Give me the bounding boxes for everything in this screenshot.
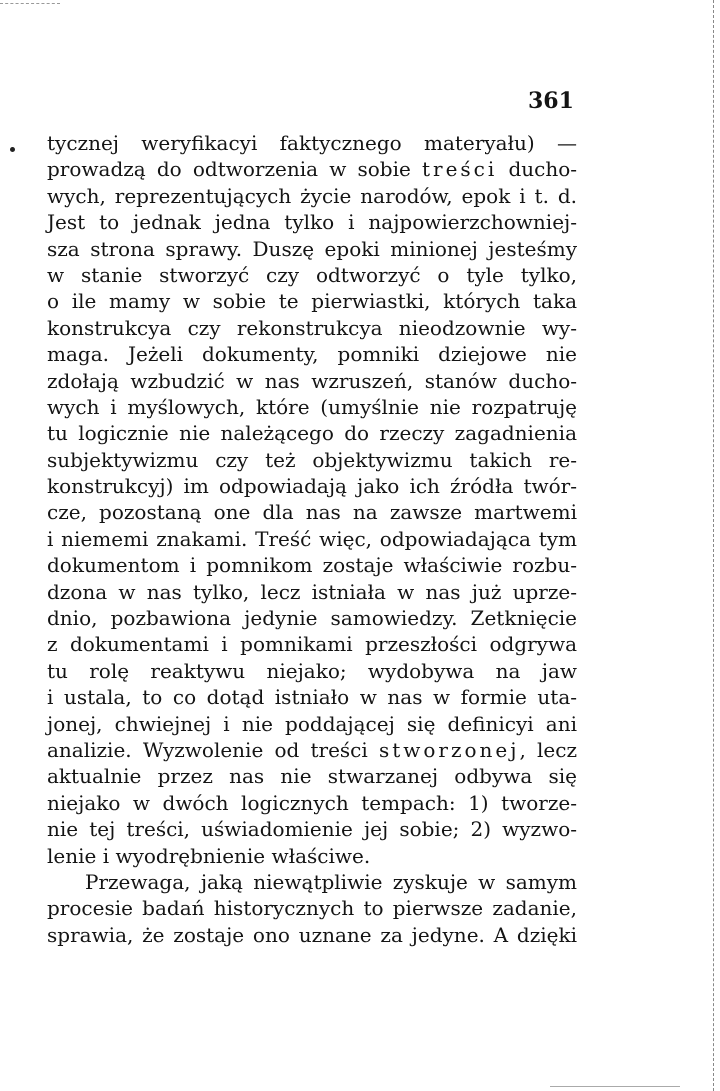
text-span: nie tej treści, uświadomienie jej sobie; 2) wyzwo- — [47, 817, 577, 842]
page-number: 361 — [528, 88, 574, 114]
text-line — [47, 790, 577, 816]
text-line — [47, 447, 577, 473]
text-span: prowadzą do odtworzenia w sobie — [47, 157, 422, 182]
text-line — [47, 658, 577, 684]
text-line — [47, 711, 577, 737]
text-span: z dokumentami i pomnikami przeszłości odgrywa — [47, 632, 577, 657]
text-line — [47, 552, 577, 578]
text-line — [47, 605, 577, 631]
text-span: tu logicznie nie należącego do rzeczy zagadnienia — [47, 421, 577, 446]
text-line — [47, 922, 577, 948]
text-span: procesie badań historycznych to pierwsze zadanie, — [47, 896, 577, 921]
text-span: Przewaga, jaką niewątpliwie zyskuje w samym — [85, 869, 577, 894]
text-line — [47, 183, 577, 209]
text-line — [47, 288, 577, 314]
text-span: dokumentom i pomnikom zostaje właściwie rozbu- — [47, 553, 577, 578]
text-line — [47, 315, 577, 341]
text-span: ducho- — [497, 157, 578, 182]
scan-artifact-edge — [711, 0, 714, 1091]
text-span: cze, pozostaną one dla nas na zawsze martwemi — [47, 500, 577, 525]
body-text — [47, 130, 577, 948]
text-span: , lecz — [519, 737, 577, 762]
text-span: wych i myślowych, które (umyślnie nie rozpatruję — [47, 394, 577, 419]
text-line — [47, 816, 577, 842]
text-span: sza strona sprawy. Duszę epoki minionej jesteśmy — [47, 236, 577, 261]
text-span: i ustala, to co dotąd istniało w nas w formie uta- — [47, 685, 577, 710]
spaced-emphasis: stworzonej — [378, 737, 520, 762]
text-span: lenie i wyodrębnienie właściwe. — [47, 843, 371, 868]
scan-artifact-bottom — [550, 1086, 680, 1087]
text-line — [47, 684, 577, 710]
text-line — [47, 394, 577, 420]
text-line — [47, 526, 577, 552]
text-span: o ile mamy w sobie te pierwiastki, których taka — [47, 289, 577, 314]
scan-artifact-top — [0, 3, 60, 4]
text-line — [47, 737, 577, 763]
text-span: aktualnie przez nas nie stwarzanej odbywa się — [47, 764, 577, 789]
text-span: maga. Jeżeli dokumenty, pomniki dziejowe nie — [47, 342, 577, 367]
text-line — [47, 341, 577, 367]
text-span: tu rolę reaktywu niejako; wydobywa na jaw — [47, 658, 577, 683]
text-line — [47, 843, 577, 869]
spaced-emphasis: treści — [421, 157, 498, 182]
margin-mark — [10, 147, 15, 152]
text-span: Jest to jednak jedna tylko i najpowierzchowniej- — [47, 210, 577, 235]
text-line — [47, 236, 577, 262]
text-span: wych, reprezentujących życie narodów, epok i t. d. — [47, 183, 577, 208]
text-span: i niememi znakami. Treść więc, odpowiadająca tym — [47, 526, 577, 551]
text-span: dnio, pozbawiona jedynie samowiedzy. Zetknięcie — [47, 606, 577, 631]
text-line — [47, 209, 577, 235]
text-span: dzona w nas tylko, lecz istniała w nas już uprze- — [47, 579, 577, 604]
text-line — [47, 579, 577, 605]
text-span: niejako w dwóch logicznych tempach: 1) tworze- — [47, 790, 577, 815]
text-line — [47, 631, 577, 657]
text-span: zdołają wzbudzić w nas wzruszeń, stanów ducho- — [47, 368, 577, 393]
text-line — [47, 473, 577, 499]
text-span: sprawia, że zostaje ono uznane za jedyne. A dzięki — [47, 922, 577, 947]
text-line — [47, 763, 577, 789]
text-line — [47, 420, 577, 446]
text-line — [47, 262, 577, 288]
text-span: w stanie stworzyć czy odtworzyć o tyle tylko, — [47, 262, 577, 287]
text-span: jonej, chwiejnej i nie poddającej się definicyi ani — [47, 711, 577, 736]
text-span: konstrukcya czy rekonstrukcya nieodzownie wy- — [47, 315, 577, 340]
text-line — [47, 499, 577, 525]
text-line — [47, 156, 577, 182]
text-line — [47, 869, 577, 895]
text-span: analizie. Wyzwolenie od treści — [47, 737, 379, 762]
text-line — [47, 895, 577, 921]
text-span: subjektywizmu czy też objektywizmu takich re- — [47, 447, 577, 472]
text-span: konstrukcyj) im odpowiadają jako ich źródła twór- — [47, 474, 577, 499]
text-line — [47, 368, 577, 394]
text-line — [47, 130, 577, 156]
text-span: tycznej weryfikacyi faktycznego materyału) — — [47, 131, 577, 155]
